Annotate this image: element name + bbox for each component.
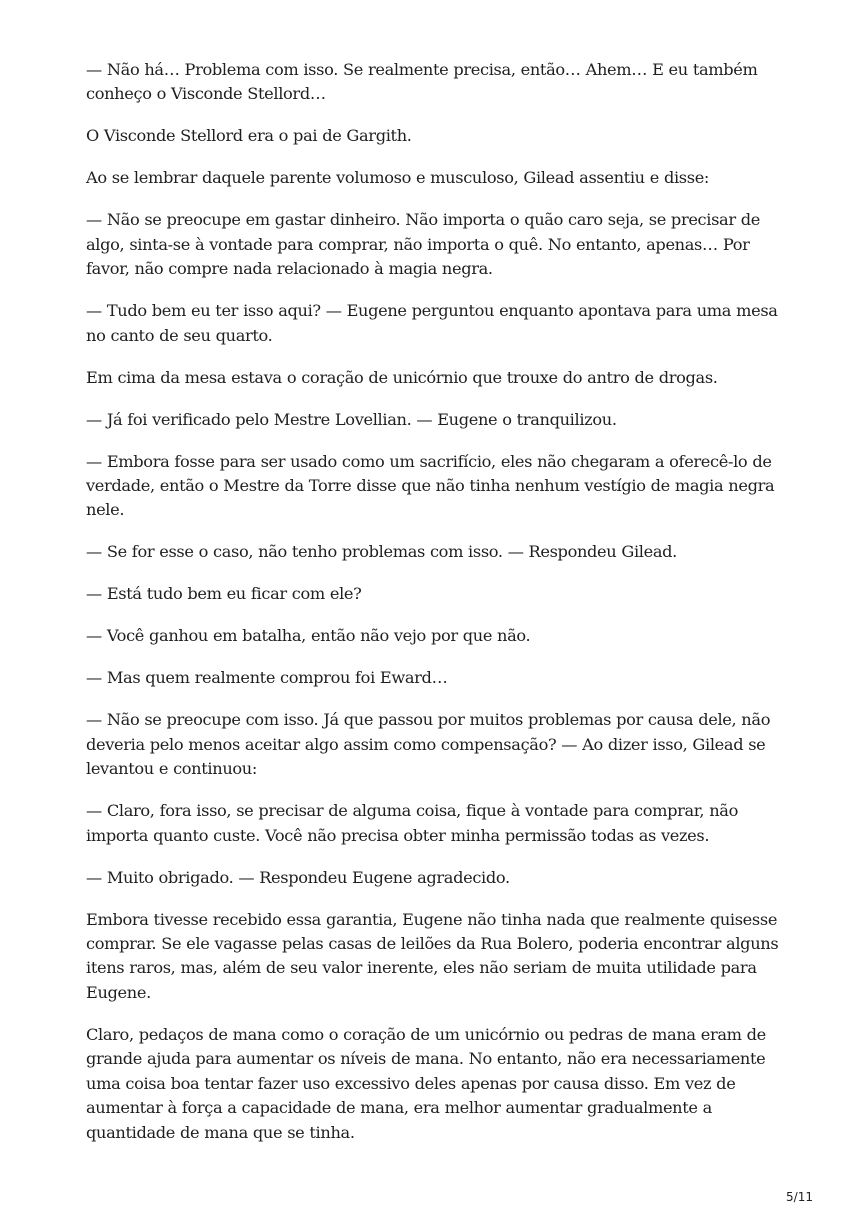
paragraph: Ao se lembrar daquele parente volumoso e musculoso, Gilead assentiu e disse: <box>86 168 710 188</box>
paragraph: — Já foi verificado pelo Mestre Lovellian. — Eugene o tranquilizou. <box>86 409 617 429</box>
page-number: 5/11 <box>786 1190 813 1204</box>
document-body <box>86 58 786 1163</box>
paragraph: — Você ganhou em batalha, então não vejo por que não. <box>86 626 531 646</box>
paragraph: Em cima da mesa estava o coração de unicórnio que trouxe do antro de drogas. <box>86 367 718 387</box>
paragraph: Embora tivesse recebido essa garantia, Eugene não tinha nada que realmente quisesse comprar. Se ele vagasse pelas casas de leilões da Rua Bolero, poderia encontrar alguns itens raros, mas, além de seu valor inerente, eles não seriam de muita utilidade para Eugene. <box>86 909 779 1002</box>
paragraph: — Não há… Problema com isso. Se realmente precisa, então… Ahem… E eu também conheço o Visconde Stellord… <box>86 60 758 104</box>
paragraph: — Se for esse o caso, não tenho problemas com isso. — Respondeu Gilead. <box>86 542 677 562</box>
paragraph: — Claro, fora isso, se precisar de alguma coisa, fique à vontade para comprar, não importa quanto custe. Você não precisa obter minha permissão todas as vezes. <box>86 801 738 845</box>
paragraph: — Não se preocupe em gastar dinheiro. Não importa o quão caro seja, se precisar de algo, sinta-se à vontade para comprar, não importa o quê. No entanto, apenas… Por favor, não compre nada relacionado à magia negra. <box>86 210 760 279</box>
paragraph: Claro, pedaços de mana como o coração de um unicórnio ou pedras de mana eram de grande ajuda para aumentar os níveis de mana. No entanto, não era necessariamente uma coisa boa tentar fazer uso excessivo deles apenas por causa disso. Em vez de aumentar à força a capacidade de mana, era melhor aumentar gradualmente a quantidade de mana que se tinha. <box>86 1024 766 1142</box>
paragraph: — Tudo bem eu ter isso aqui? — Eugene perguntou enquanto apontava para uma mesa no canto de seu quarto. <box>86 301 778 345</box>
paragraph: — Mas quem realmente comprou foi Eward… <box>86 668 448 688</box>
paragraph: — Está tudo bem eu ficar com ele? <box>86 584 362 604</box>
paragraph: — Embora fosse para ser usado como um sacrifício, eles não chegaram a oferecê-lo de verdade, então o Mestre da Torre disse que não tinha nenhum vestígio de magia negra nele. <box>86 451 775 520</box>
paragraph: — Muito obrigado. — Respondeu Eugene agradecido. <box>86 867 510 887</box>
paragraph: O Visconde Stellord era o pai de Gargith. <box>86 126 412 146</box>
paragraph: — Não se preocupe com isso. Já que passou por muitos problemas por causa dele, não deveria pelo menos aceitar algo assim como compensação? — Ao dizer isso, Gilead se levantou e continuou: <box>86 710 771 779</box>
